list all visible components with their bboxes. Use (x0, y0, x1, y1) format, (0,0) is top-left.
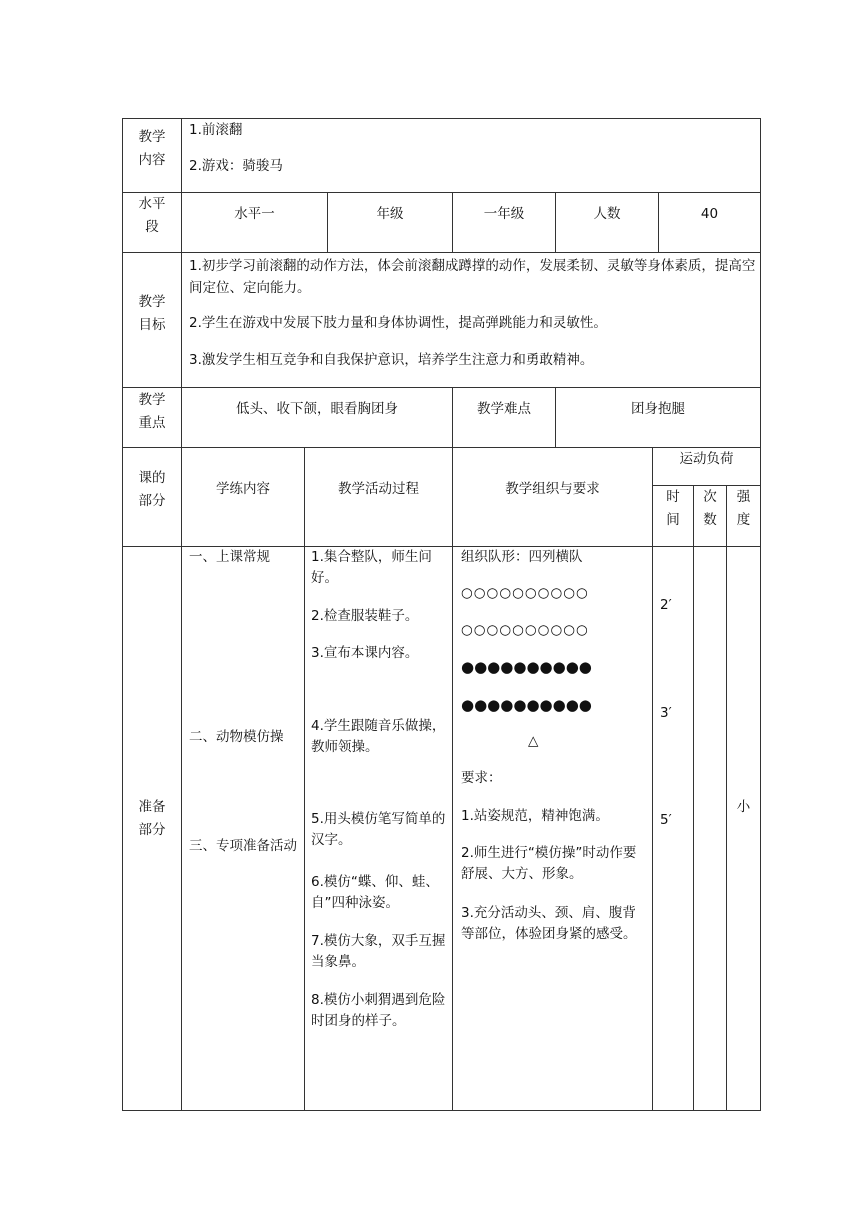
content-item: 2.游戏：骑骏马 (189, 158, 283, 174)
process-item: 2.检查服装鞋子。 (311, 608, 419, 624)
formation-row-open: ○○○○○○○○○○ (461, 622, 589, 638)
key-value: 低头、收下颌，眼看胸团身 (236, 401, 398, 417)
table-border (452, 447, 453, 1111)
time-header: 时 间 (666, 489, 680, 528)
table-border (122, 447, 761, 448)
table-border (122, 192, 761, 193)
table-border (652, 447, 653, 1111)
practice-header: 学练内容 (216, 481, 270, 497)
grade-label: 年级 (376, 206, 404, 222)
prep-part-label: 准备 部分 (138, 799, 166, 838)
table-border (693, 485, 694, 1111)
formation-title: 组织队形：四列横队 (461, 549, 583, 565)
content-item: 1.前滚翻 (189, 122, 243, 138)
part-header: 课的 部分 (138, 470, 166, 509)
formation-row-filled: ●●●●●●●●●● (461, 696, 592, 714)
reps-header: 次 数 (703, 489, 717, 528)
formation-row-filled: ●●●●●●●●●● (461, 658, 592, 676)
intensity-header: 强 度 (736, 489, 751, 528)
process-item: 8.模仿小刺猬遇到危险时团身的样子。 (311, 992, 446, 1029)
time-value: 5′ (660, 812, 672, 828)
requirements-label: 要求： (461, 770, 502, 786)
table-border (122, 387, 761, 388)
goal-item: 1.初步学习前滚翻的动作方法，体会前滚翻成蹲撑的动作，发展柔韧、灵敏等身体素质，提高空间定位、定向能力。 (189, 258, 756, 297)
intensity-value: 小 (736, 799, 751, 815)
teacher-marker: △ (528, 733, 539, 749)
requirement-item: 2.师生进行“模仿操”时动作要舒展、大方、形象。 (461, 845, 637, 882)
formation-row-open: ○○○○○○○○○○ (461, 585, 589, 601)
goal-item: 2.学生在游戏中发展下肢力量和身体协调性，提高弹跳能力和灵敏性。 (189, 315, 607, 331)
difficulty-value: 团身抱腿 (631, 401, 685, 417)
process-item: 3.宣布本课内容。 (311, 645, 419, 661)
requirement-item: 3.充分活动头、颈、肩、腹背等部位，体验团身紧的感受。 (461, 905, 637, 942)
process-item: 1.集合整队，师生问好。 (311, 549, 432, 586)
key-label: 教学 重点 (138, 392, 166, 431)
goal-item: 3.激发学生相互竞争和自我保护意识，培养学生注意力和勇敢精神。 (189, 352, 594, 368)
practice-item: 三、专项准备活动 (189, 838, 297, 854)
table-border (122, 118, 761, 119)
practice-item: 二、动物模仿操 (189, 729, 284, 745)
practice-item: 一、上课常规 (189, 549, 270, 565)
process-item: 5.用头模仿笔写简单的汉字。 (311, 811, 446, 848)
table-border (122, 1110, 761, 1111)
table-border (122, 118, 123, 1111)
goals-label: 教学 目标 (138, 294, 166, 333)
level-label: 水平 段 (138, 196, 166, 235)
time-value: 2′ (660, 597, 672, 613)
process-item: 6.模仿“蝶、仰、蛙、自”四种泳姿。 (311, 874, 439, 911)
count-value: 40 (700, 206, 719, 222)
table-border (304, 447, 305, 1111)
time-value: 3′ (660, 705, 672, 721)
content-label: 教学 内容 (138, 129, 166, 168)
count-label: 人数 (593, 206, 621, 222)
process-header: 教学活动过程 (338, 481, 419, 497)
difficulty-label: 教学难点 (477, 401, 531, 417)
process-item: 4.学生跟随音乐做操，教师领操。 (311, 718, 446, 755)
level-value: 水平一 (234, 206, 275, 222)
table-border (122, 252, 761, 253)
table-border (760, 118, 761, 1111)
table-border (181, 118, 182, 1111)
grade-value: 一年级 (483, 206, 525, 222)
load-header: 运动负荷 (679, 451, 734, 467)
process-item: 7.模仿大象，双手互握当象鼻。 (311, 933, 446, 970)
requirement-item: 1.站姿规范，精神饱满。 (461, 808, 609, 824)
organization-header: 教学组织与要求 (505, 481, 600, 497)
